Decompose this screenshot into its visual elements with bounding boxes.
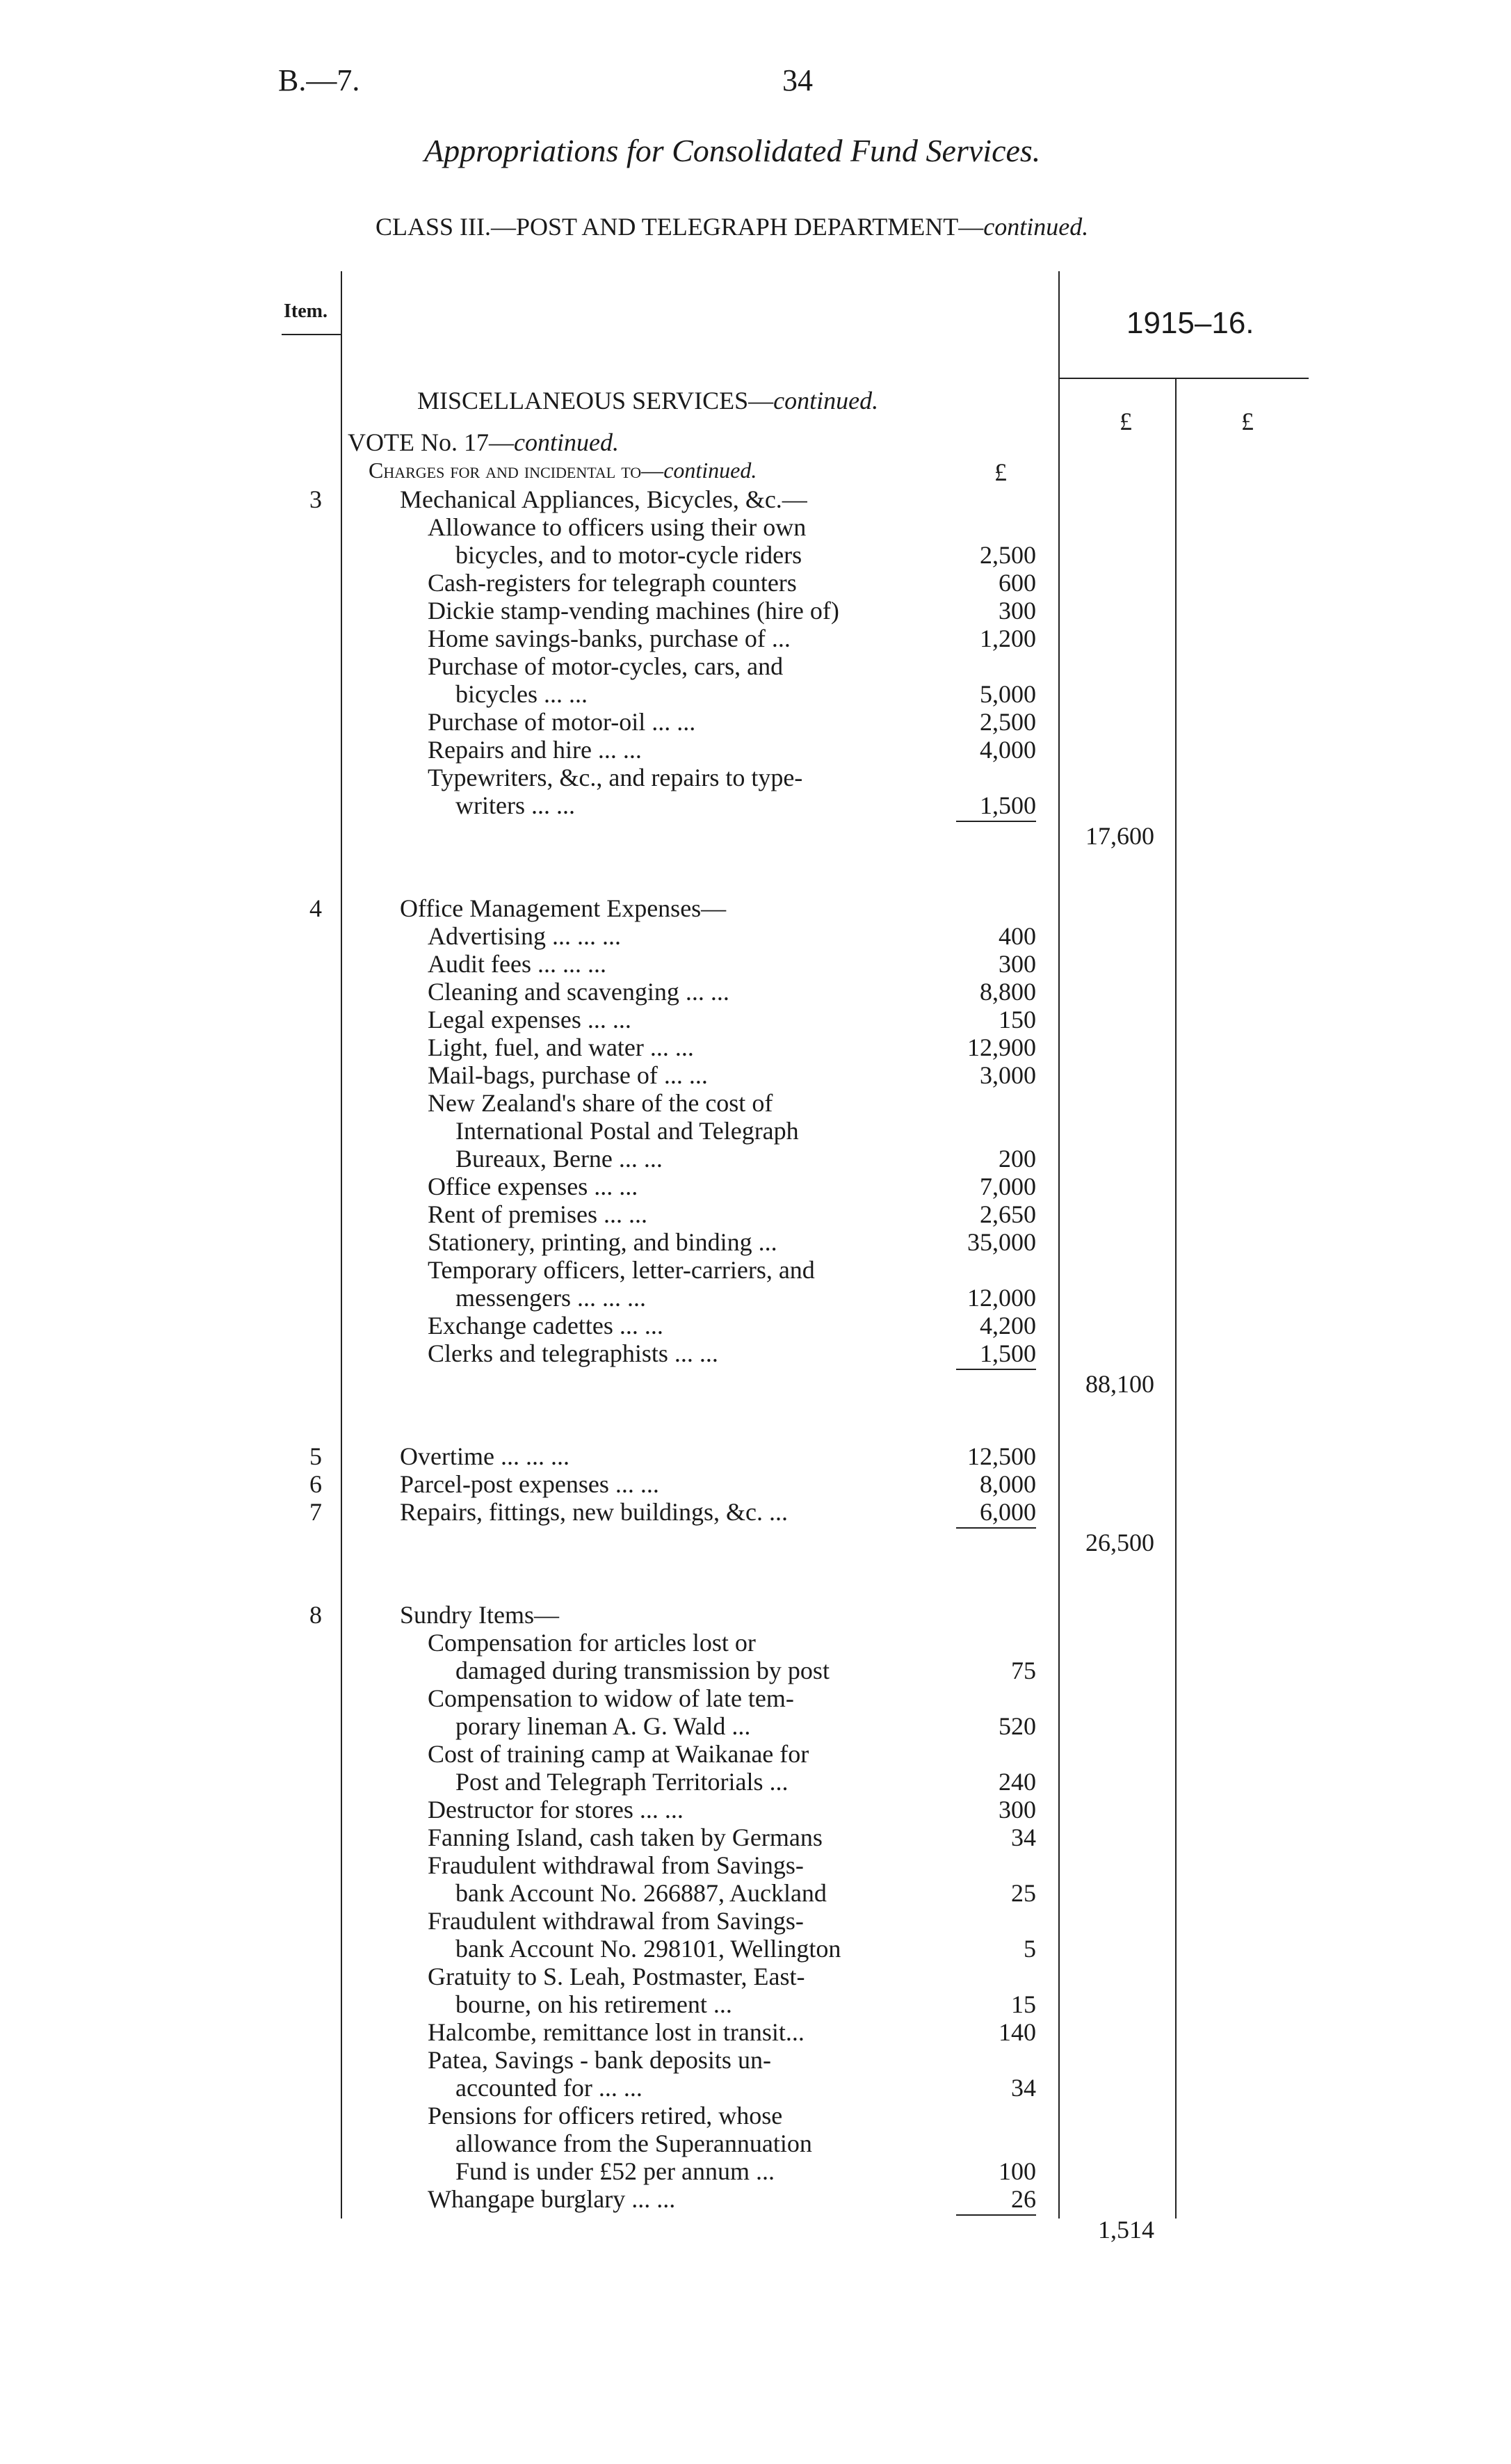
line-amount: 34 bbox=[1011, 2074, 1036, 2102]
line-amount: 5,000 bbox=[980, 680, 1036, 708]
group-total: 26,500 bbox=[1085, 1529, 1154, 1556]
line-item: bank Account No. 298101, Wellington bbox=[455, 1935, 841, 1963]
line-amount: 26 bbox=[1011, 2185, 1036, 2213]
line-item: Halcombe, remittance lost in transit... bbox=[428, 2018, 805, 2046]
line-item: Fund is under £52 per annum ... bbox=[455, 2157, 775, 2185]
line-amount: 300 bbox=[999, 1796, 1036, 1823]
line-item: Fanning Island, cash taken by Germans bbox=[428, 1823, 823, 1851]
line-amount: 75 bbox=[1011, 1657, 1036, 1684]
group-total: 88,100 bbox=[1085, 1370, 1154, 1398]
line-item: Legal expenses ... ... bbox=[428, 1006, 631, 1033]
charges-heading-main: Charges for and incidental to— bbox=[369, 458, 664, 483]
line-item: New Zealand's share of the cost of bbox=[428, 1089, 773, 1117]
line-item: accounted for ... ... bbox=[455, 2074, 643, 2102]
class-heading bbox=[375, 212, 1088, 241]
line-item: Mail-bags, purchase of ... ... bbox=[428, 1061, 708, 1089]
section-heading-main: MISCELLANEOUS SERVICES— bbox=[417, 387, 774, 414]
group-heading: Office Management Expenses— bbox=[400, 894, 727, 922]
line-item: Overtime ... ... ... bbox=[400, 1442, 569, 1470]
vote-heading-cont: continued. bbox=[513, 428, 619, 456]
year-header: 1915–16. bbox=[1126, 306, 1254, 340]
vote-heading bbox=[348, 428, 619, 457]
line-item: Typewriters, &c., and repairs to type- bbox=[428, 764, 803, 791]
line-item: Fraudulent withdrawal from Savings- bbox=[428, 1907, 804, 1935]
line-item: Compensation for articles lost or bbox=[428, 1629, 756, 1657]
line-amount: 12,000 bbox=[967, 1284, 1036, 1312]
line-amount: 8,800 bbox=[980, 978, 1036, 1006]
item-number: 6 bbox=[309, 1470, 322, 1498]
item-header-rule bbox=[282, 334, 341, 335]
line-item: bank Account No. 266887, Auckland bbox=[455, 1879, 827, 1907]
line-item: Cleaning and scavenging ... ... bbox=[428, 978, 729, 1006]
line-amount: 5 bbox=[1024, 1935, 1036, 1963]
line-item: bicycles ... ... bbox=[455, 680, 588, 708]
line-item: Parcel-post expenses ... ... bbox=[400, 1470, 659, 1498]
line-item: Repairs, fittings, new buildings, &c. ... bbox=[400, 1498, 788, 1526]
line-item: Whangape burglary ... ... bbox=[428, 2185, 676, 2213]
line-item: Audit fees ... ... ... bbox=[428, 950, 606, 978]
line-amount: 400 bbox=[999, 922, 1036, 950]
line-item: Advertising ... ... ... bbox=[428, 922, 621, 950]
line-item: Purchase of motor-oil ... ... bbox=[428, 708, 696, 736]
charges-heading bbox=[369, 458, 757, 483]
line-item: Cost of training camp at Waikanae for bbox=[428, 1740, 809, 1768]
line-item: Clerks and telegraphists ... ... bbox=[428, 1339, 718, 1367]
doc-reference: B.—7. bbox=[278, 63, 360, 97]
class-heading-main: CLASS III.—POST AND TELEGRAPH DEPARTMENT— bbox=[375, 213, 984, 241]
line-item: Cash-registers for telegraph counters bbox=[428, 569, 797, 597]
group-heading: Mechanical Appliances, Bicycles, &c.— bbox=[400, 485, 807, 513]
line-amount: 300 bbox=[999, 597, 1036, 625]
line-item: Temporary officers, letter-carriers, and bbox=[428, 1256, 815, 1284]
line-amount: 240 bbox=[999, 1768, 1036, 1796]
line-item: Light, fuel, and water ... ... bbox=[428, 1033, 694, 1061]
line-item: Destructor for stores ... ... bbox=[428, 1796, 684, 1823]
line-item: Gratuity to S. Leah, Postmaster, East- bbox=[428, 1963, 805, 1990]
section-heading bbox=[417, 386, 878, 415]
year-header-rule bbox=[1058, 378, 1309, 379]
line-amount: 200 bbox=[999, 1145, 1036, 1173]
line-amount: 34 bbox=[1011, 1823, 1036, 1851]
vote-heading-main: VOTE No. 17— bbox=[348, 428, 514, 456]
line-item: porary lineman A. G. Wald ... bbox=[455, 1712, 751, 1740]
line-amount: 4,200 bbox=[980, 1312, 1036, 1339]
line-item: messengers ... ... ... bbox=[455, 1284, 646, 1312]
line-item: bicycles, and to motor-cycle riders bbox=[455, 541, 802, 569]
line-amount: 12,500 bbox=[967, 1442, 1036, 1470]
total-column-rule bbox=[1175, 379, 1177, 2219]
line-amount: 520 bbox=[999, 1712, 1036, 1740]
line-amount: 8,000 bbox=[980, 1470, 1036, 1498]
item-number: 7 bbox=[309, 1498, 322, 1526]
line-item: Post and Telegraph Territorials ... bbox=[455, 1768, 789, 1796]
line-item: Purchase of motor-cycles, cars, and bbox=[428, 652, 784, 680]
line-amount: 15 bbox=[1011, 1990, 1036, 2018]
pound-sign-col2: £ bbox=[1120, 408, 1132, 435]
line-amount: 150 bbox=[999, 1006, 1036, 1033]
line-amount: 100 bbox=[999, 2157, 1036, 2185]
item-number: 3 bbox=[309, 485, 322, 513]
section-heading-cont: continued. bbox=[773, 387, 879, 414]
line-item: damaged during transmission by post bbox=[455, 1657, 830, 1684]
item-column-rule bbox=[341, 271, 342, 2219]
line-item: Bureaux, Berne ... ... bbox=[455, 1145, 663, 1173]
amount-column-rule bbox=[1058, 271, 1060, 2219]
pound-sign-col3: £ bbox=[1241, 408, 1254, 435]
line-item: Repairs and hire ... ... bbox=[428, 736, 642, 764]
line-item: Pensions for officers retired, whose bbox=[428, 2102, 783, 2129]
line-item: Patea, Savings - bank deposits un- bbox=[428, 2046, 771, 2074]
line-amount: 600 bbox=[999, 569, 1036, 597]
class-heading-cont: continued. bbox=[983, 213, 1089, 241]
line-amount: 2,500 bbox=[980, 541, 1036, 569]
line-item: Fraudulent withdrawal from Savings- bbox=[428, 1851, 804, 1879]
line-amount: 35,000 bbox=[967, 1228, 1036, 1256]
line-amount: 1,200 bbox=[980, 625, 1036, 652]
line-amount: 300 bbox=[999, 950, 1036, 978]
line-amount: 140 bbox=[999, 2018, 1036, 2046]
line-amount: 2,650 bbox=[980, 1200, 1036, 1228]
line-amount: 12,900 bbox=[967, 1033, 1036, 1061]
line-item: International Postal and Telegraph bbox=[455, 1117, 799, 1145]
item-column-header: Item. bbox=[284, 300, 328, 322]
line-amount: 7,000 bbox=[980, 1173, 1036, 1200]
charges-heading-cont: continued. bbox=[663, 458, 757, 483]
line-item: Dickie stamp-vending machines (hire of) bbox=[428, 597, 839, 625]
line-amount: 1,500 bbox=[980, 791, 1036, 819]
line-item: Stationery, printing, and binding ... bbox=[428, 1228, 777, 1256]
pound-sign-col1: £ bbox=[994, 458, 1007, 486]
line-item: Compensation to widow of late tem- bbox=[428, 1684, 794, 1712]
group-heading: Sundry Items— bbox=[400, 1601, 559, 1629]
line-item: Exchange cadettes ... ... bbox=[428, 1312, 663, 1339]
subtotal-rule bbox=[956, 821, 1036, 822]
group-total: 17,600 bbox=[1085, 822, 1154, 850]
line-item: Rent of premises ... ... bbox=[428, 1200, 647, 1228]
page-number: 34 bbox=[782, 63, 813, 97]
line-amount: 3,000 bbox=[980, 1061, 1036, 1089]
line-item: allowance from the Superannuation bbox=[455, 2129, 812, 2157]
line-amount: 1,500 bbox=[980, 1339, 1036, 1367]
subtotal-rule bbox=[956, 2214, 1036, 2216]
page-title: Appropriations for Consolidated Fund Services. bbox=[424, 133, 1041, 168]
line-item: Home savings-banks, purchase of ... bbox=[428, 625, 791, 652]
line-item: Office expenses ... ... bbox=[428, 1173, 638, 1200]
line-item: writers ... ... bbox=[455, 791, 575, 819]
line-item: bourne, on his retirement ... bbox=[455, 1990, 732, 2018]
line-amount: 6,000 bbox=[980, 1498, 1036, 1526]
line-item: Allowance to officers using their own bbox=[428, 513, 807, 541]
item-number: 8 bbox=[309, 1601, 322, 1629]
item-number: 4 bbox=[309, 894, 322, 922]
line-amount: 25 bbox=[1011, 1879, 1036, 1907]
line-amount: 2,500 bbox=[980, 708, 1036, 736]
item-number: 5 bbox=[309, 1442, 322, 1470]
group-total: 1,514 bbox=[1098, 2216, 1154, 2244]
subtotal-rule bbox=[956, 1369, 1036, 1370]
line-amount: 4,000 bbox=[980, 736, 1036, 764]
subtotal-rule bbox=[956, 1527, 1036, 1529]
